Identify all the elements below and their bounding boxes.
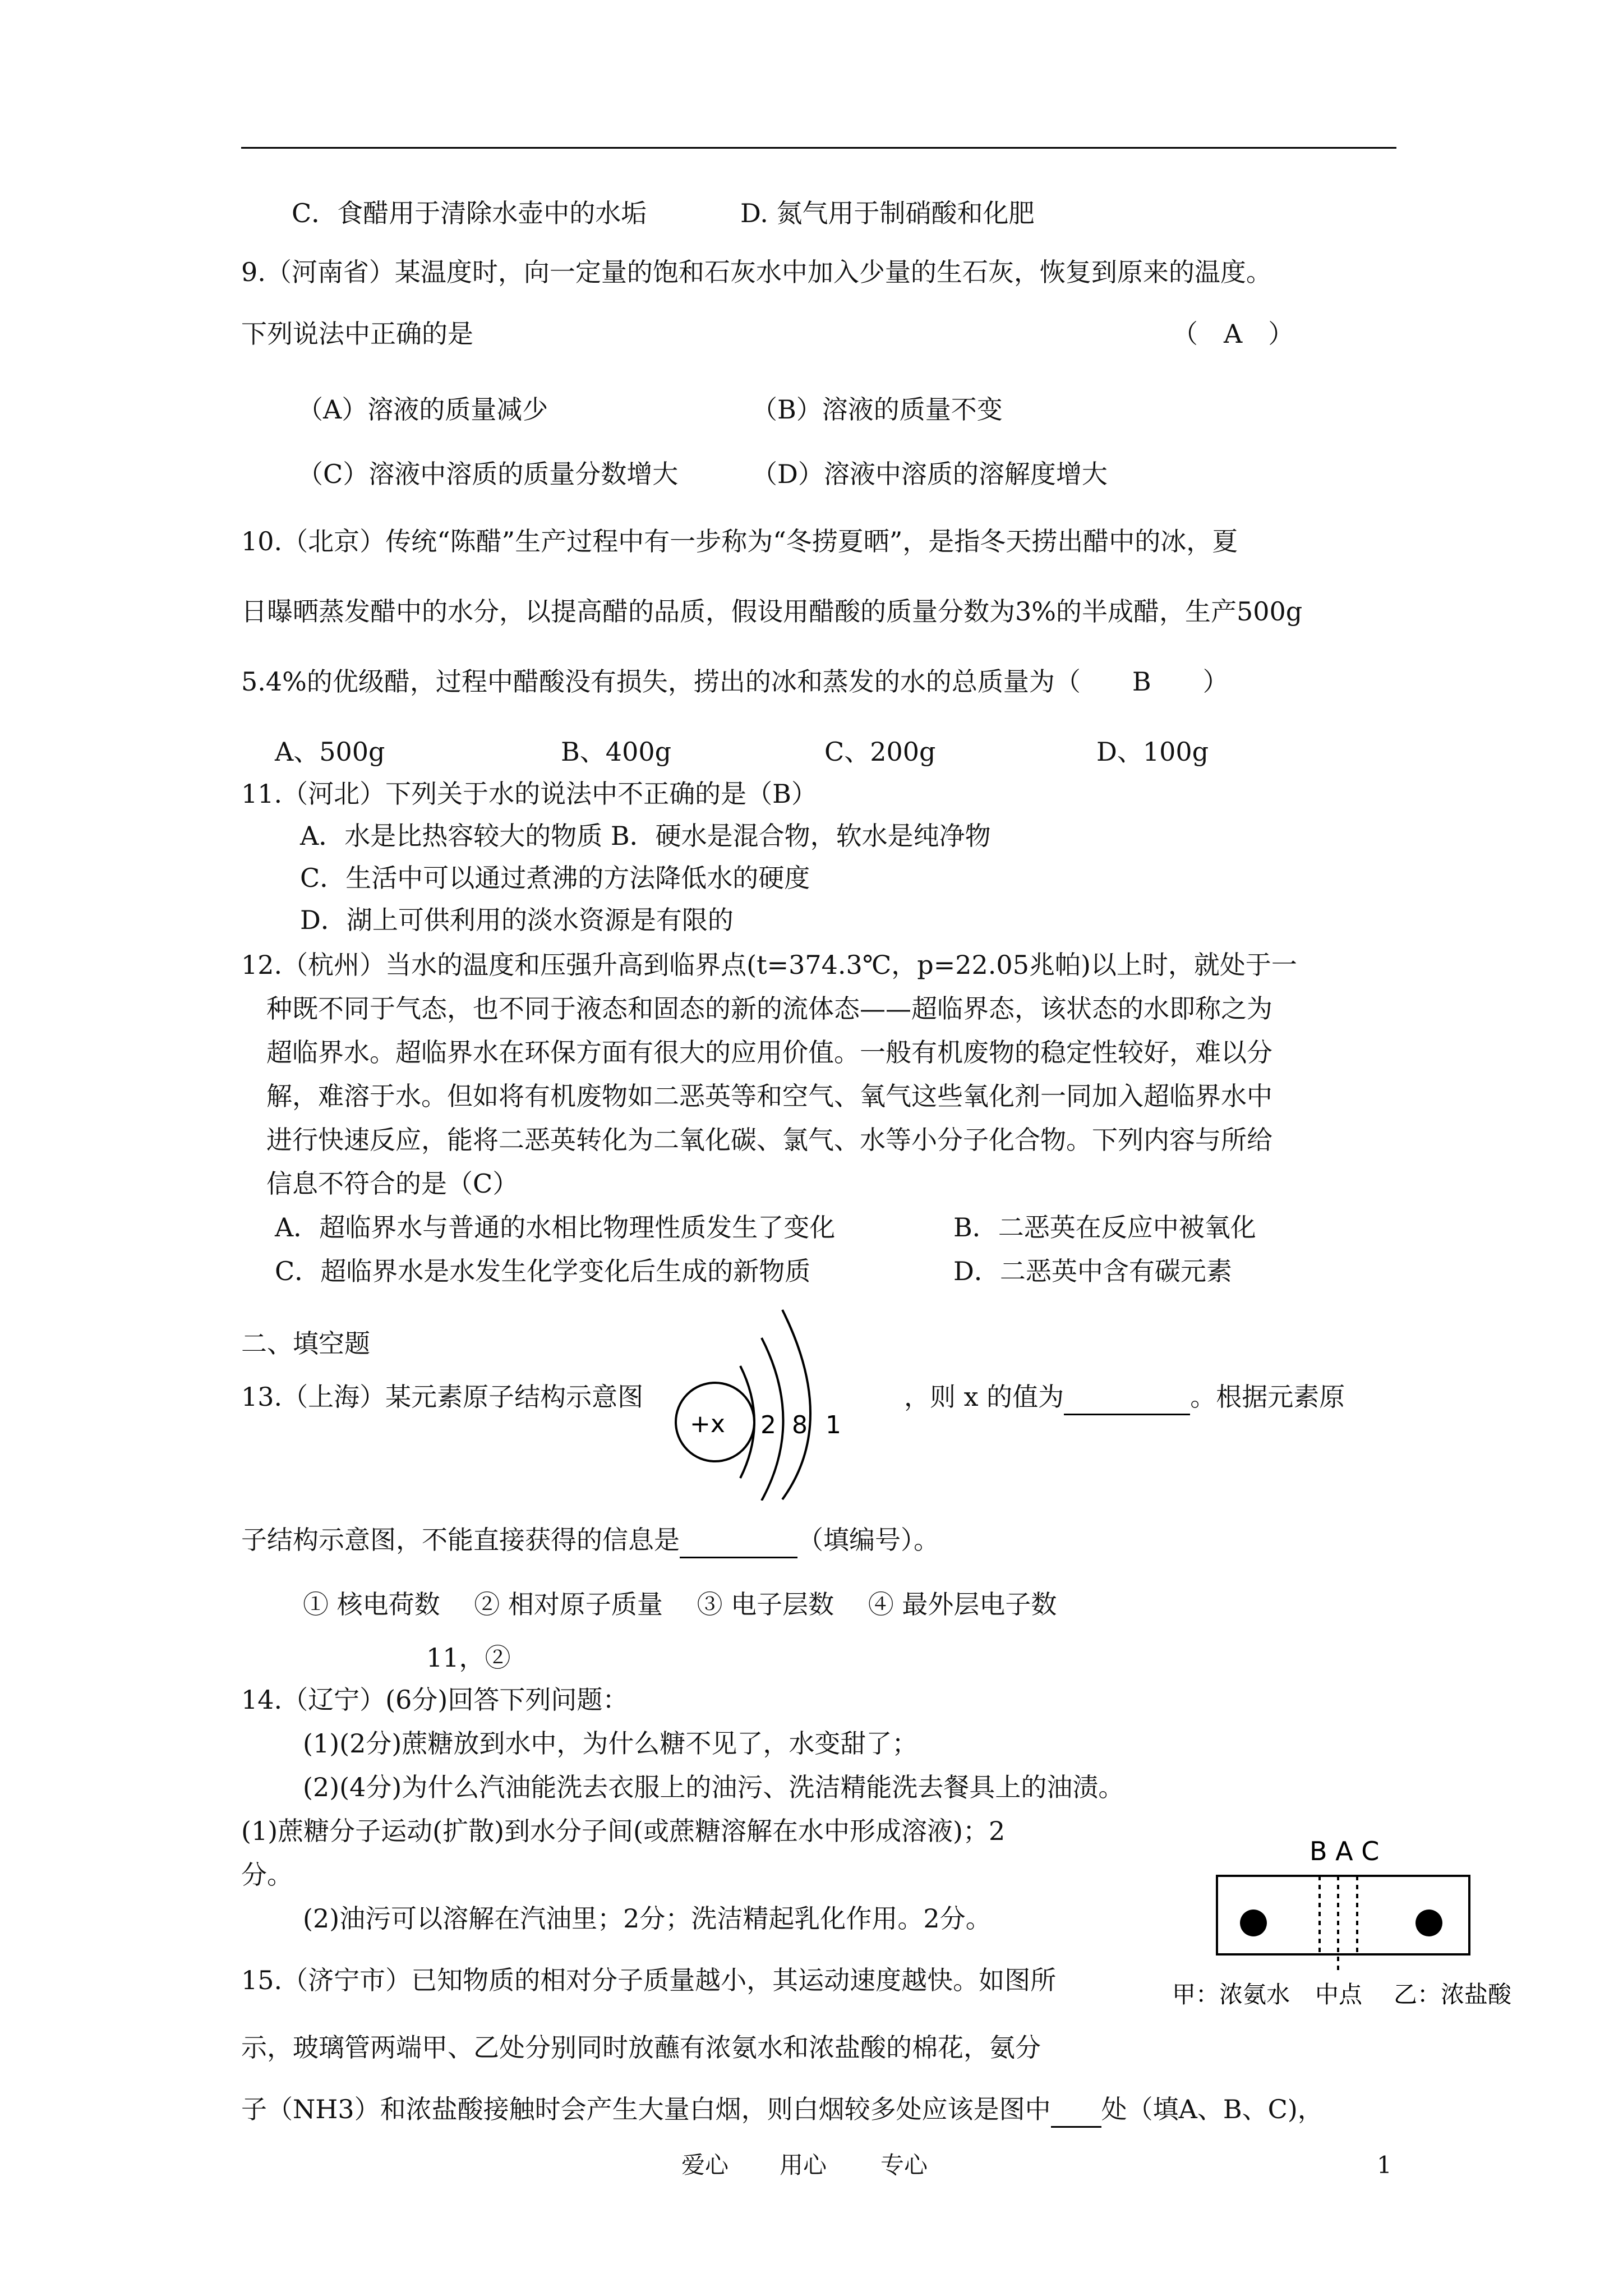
q14-part2: (2)(4分)为什么汽油能洗去衣服上的油污、洗洁精能洗去餐具上的油渍。 xyxy=(303,1772,1124,1802)
q9-line1: 9.（河南省）某温度时，向一定量的饱和石灰水中加入少量的生石灰，恢复到原来的温度。 xyxy=(241,257,1272,287)
q12-line3: 超临界水。超临界水在环保方面有很大的应用价值。一般有机废物的稳定性较好，难以分 xyxy=(266,1037,1272,1068)
tube-left-label: 甲：浓氨水 xyxy=(1172,1981,1290,2008)
q15-line2: 示，玻璃管两端甲、乙处分别同时放蘸有浓氨水和浓盐酸的棉花，氨分 xyxy=(241,2032,1041,2063)
q9-option-b: （B）溶液的质量不变 xyxy=(751,394,1003,425)
electron-shell-1 xyxy=(740,1366,754,1478)
q12-line6: 信息不符合的是（C） xyxy=(266,1168,519,1199)
q12-line1: 12.（杭州）当水的温度和压强升高到临界点(t=374.3℃，p=22.05兆帕)以上时，就处于一 xyxy=(241,950,1297,980)
q11-option-c: C．生活中可以通过煮沸的方法降低水的硬度 xyxy=(300,863,810,893)
q9-option-d: （D）溶液中溶质的溶解度增大 xyxy=(751,459,1108,489)
q15-line3: 子（NH3）和浓盐酸接触时会产生大量白烟，则白烟较多处应该是图中 处（填A、B、C)， xyxy=(241,2092,1324,2128)
q10-line2: 日曝晒蒸发醋中的水分，以提高醋的品质，假设用醋酸的质量分数为3%的半成醋，生产500g xyxy=(241,596,1303,627)
q14-answer1: (1)蔗糖分子运动(扩散)到水分子间(或蔗糖溶解在水中形成溶液)；2 xyxy=(241,1816,1006,1846)
q12-option-a: A．超临界水与普通的水相比物理性质发生了变化 xyxy=(275,1212,836,1243)
q14-part1: (1)(2分)蔗糖放到水中，为什么糖不见了，水变甜了； xyxy=(303,1728,918,1759)
q10-line1: 10.（北京）传统“陈醋”生产过程中有一步称为“冬捞夏晒”，是指冬天捞出醋中的冰，夏 xyxy=(241,526,1238,556)
shell-3-count: 1 xyxy=(826,1411,841,1439)
section-heading: 二、填空题 xyxy=(241,1328,370,1359)
q13-line1-mid: ，则 x 的值为 。根据元素原 xyxy=(904,1380,1345,1415)
page-number: 1 xyxy=(1377,2151,1392,2179)
q12-line5: 进行快速反应，能将二恶英转化为二氧化碳、氯气、水等小分子化合物。下列内容与所给 xyxy=(266,1125,1272,1155)
footer-right: 专心 xyxy=(880,2151,928,2179)
q10-option-a: A、500g xyxy=(275,737,385,767)
q13-blank-number[interactable] xyxy=(680,1523,797,1558)
q14-answer2: (2)油污可以溶解在汽油里；2分；洗洁精起乳化作用。2分。 xyxy=(303,1903,992,1934)
cotton-right xyxy=(1415,1910,1442,1936)
q11-option-d: D．湖上可供利用的淡水资源是有限的 xyxy=(300,905,734,935)
q10-option-b: B、400g xyxy=(561,737,672,767)
q9-line2: 下列说法中正确的是 xyxy=(241,319,473,349)
q12-option-d: D．二恶英中含有碳元素 xyxy=(953,1256,1232,1286)
q12-line2: 种既不同于气态，也不同于液态和固态的新的流体态——超临界态，该状态的水即称之为 xyxy=(266,993,1272,1024)
q15-blank[interactable] xyxy=(1051,2092,1101,2128)
q12-option-b: B．二恶英在反应中被氧化 xyxy=(953,1212,1256,1243)
q11-line1: 11.（河北）下列关于水的说法中不正确的是（B） xyxy=(241,779,817,809)
q14-answer1-end: 分。 xyxy=(241,1860,293,1890)
q10-option-c: C、200g xyxy=(824,737,936,767)
tube-label-bac: B A C xyxy=(1310,1836,1380,1866)
cotton-left xyxy=(1240,1910,1267,1936)
q12-line4: 解，难溶于水。但如将有机废物如二恶英等和空气、氧气这些氧化剂一同加入超临界水中 xyxy=(266,1081,1272,1111)
shell-1-count: 2 xyxy=(760,1411,776,1439)
tube-mid-label: 中点 xyxy=(1315,1981,1363,2008)
footer-left: 爱心 xyxy=(681,2151,729,2179)
q13-blank-x[interactable] xyxy=(1064,1380,1190,1415)
tube-right-label: 乙：浓盐酸 xyxy=(1394,1981,1512,2008)
nucleus-label: +x xyxy=(690,1410,725,1438)
footer-mid: 用心 xyxy=(780,2151,827,2179)
q8-option-d: D. 氮气用于制硝酸和化肥 xyxy=(740,198,1035,228)
q10-line3: 5.4%的优级醋，过程中醋酸没有损失，捞出的冰和蒸发的水的总质量为（ B ） xyxy=(241,666,1229,697)
q9-option-c: （C）溶液中溶质的质量分数增大 xyxy=(297,459,679,489)
q13-options: ① 核电荷数 ② 相对原子质量 ③ 电子层数 ④ 最外层电子数 xyxy=(303,1589,1057,1619)
q13-line2: 子结构示意图，不能直接获得的信息是 （填编号）。 xyxy=(241,1523,939,1558)
q13-line1-pre: 13.（上海）某元素原子结构示意图 xyxy=(241,1382,644,1412)
q9-option-a: （A）溶液的质量减少 xyxy=(297,394,548,425)
q14-line1: 14.（辽宁）(6分)回答下列问题： xyxy=(241,1685,629,1715)
q12-option-c: C．超临界水是水发生化学变化后生成的新物质 xyxy=(275,1256,811,1286)
q15-line1: 15.（济宁市）已知物质的相对分子质量越小，其运动速度越快。如图所 xyxy=(241,1965,1057,1995)
header-rule xyxy=(241,147,1396,149)
q11-option-ab: A．水是比热容较大的物质 B．硬水是混合物，软水是纯净物 xyxy=(300,821,991,851)
q10-option-d: D、100g xyxy=(1096,737,1209,767)
glass-tube-diagram xyxy=(1161,1829,1531,2019)
shell-2-count: 8 xyxy=(792,1411,808,1439)
atom-structure-diagram xyxy=(667,1287,858,1501)
electron-shell-3 xyxy=(782,1310,810,1499)
q13-answer: 11，② xyxy=(426,1642,511,1673)
q8-option-c: C．食醋用于清除水壶中的水垢 xyxy=(292,198,647,228)
q9-answer: （ A ） xyxy=(1172,319,1294,349)
